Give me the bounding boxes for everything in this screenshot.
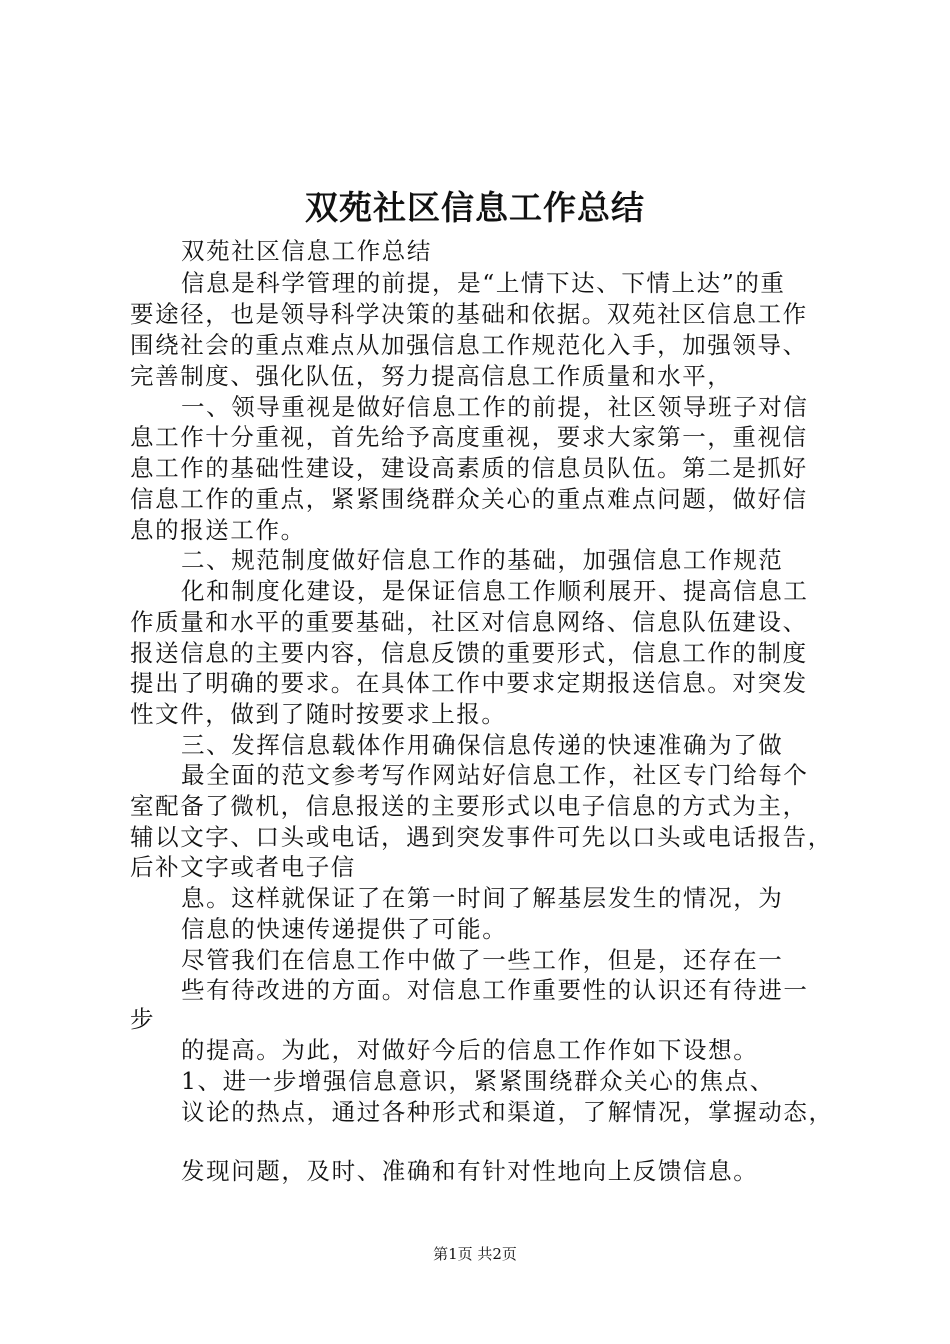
body-line: 息工作十分重视，首先给予高度重视，要求大家第一，重视信 bbox=[130, 423, 808, 451]
body-line: 二、规范制度做好信息工作的基础，加强信息工作规范 bbox=[181, 546, 784, 574]
body-line: 辅以文字、口头或电话，遇到突发事件可先以口头或电话报告， bbox=[130, 823, 833, 851]
body-line: 双苑社区信息工作总结 bbox=[181, 237, 432, 265]
page-title: 双苑社区信息工作总结 bbox=[305, 188, 645, 227]
body-line: 作质量和水平的重要基础，社区对信息网络、信息队伍建设、 bbox=[130, 608, 808, 636]
body-line: 尽管我们在信息工作中做了一些工作，但是，还存在一 bbox=[181, 946, 784, 974]
body-line: 信息的快速传递提供了可能。 bbox=[181, 915, 508, 943]
body-line: 发现问题，及时、准确和有针对性地向上反馈信息。 bbox=[181, 1157, 759, 1185]
body-line: 一、领导重视是做好信息工作的前提，社区领导班子对信 bbox=[181, 393, 809, 421]
body-line: 性文件，做到了随时按要求上报。 bbox=[130, 700, 507, 728]
body-line: 息。这样就保证了在第一时间了解基层发生的情况，为 bbox=[181, 884, 784, 912]
body-line: 后补文字或者电子信 bbox=[130, 853, 356, 881]
body-line: 提出了明确的要求。在具体工作中要求定期报送信息。对突发 bbox=[130, 669, 808, 697]
body-line: 围绕社会的重点难点从加强信息工作规范化入手，加强领导、 bbox=[130, 331, 808, 359]
body-line: 息工作的基础性建设，建设高素质的信息员队伍。第二是抓好 bbox=[130, 454, 808, 482]
body-line: 信息是科学管理的前提，是“上情下达、下情上达”的重 bbox=[181, 269, 786, 297]
body-line: 1、进一步增强信息意识，紧紧围绕群众关心的焦点、 bbox=[181, 1067, 775, 1095]
body-line: 报送信息的主要内容，信息反馈的重要形式，信息工作的制度 bbox=[130, 639, 808, 667]
body-line: 完善制度、强化队伍，努力提高信息工作质量和水平， bbox=[130, 362, 733, 390]
body-line: 信息工作的重点，紧紧围绕群众关心的重点难点问题，做好信 bbox=[130, 485, 808, 513]
body-line: 室配备了微机，信息报送的主要形式以电子信息的方式为主， bbox=[130, 792, 808, 820]
body-line: 最全面的范文参考写作网站好信息工作，社区专门给每个 bbox=[181, 761, 809, 789]
body-line: 息的报送工作。 bbox=[130, 516, 306, 544]
body-line: 三、发挥信息载体作用确保信息传递的快速准确为了做 bbox=[181, 731, 784, 759]
body-line: 步 bbox=[130, 1005, 156, 1033]
body-line: 些有待改进的方面。对信息工作重要性的认识还有待进一 bbox=[181, 976, 809, 1004]
body-line: 的提高。为此，对做好今后的信息工作作如下设想。 bbox=[181, 1036, 759, 1064]
body-line: 议论的热点，通过各种形式和渠道，了解情况，掌握动态， bbox=[181, 1098, 834, 1126]
body-line: 化和制度化建设，是保证信息工作顺利展开、提高信息工 bbox=[181, 577, 809, 605]
body-line: 要途径，也是领导科学决策的基础和依据。双苑社区信息工作 bbox=[130, 300, 808, 328]
page-indicator: 第1页 共2页 bbox=[433, 1245, 517, 1263]
